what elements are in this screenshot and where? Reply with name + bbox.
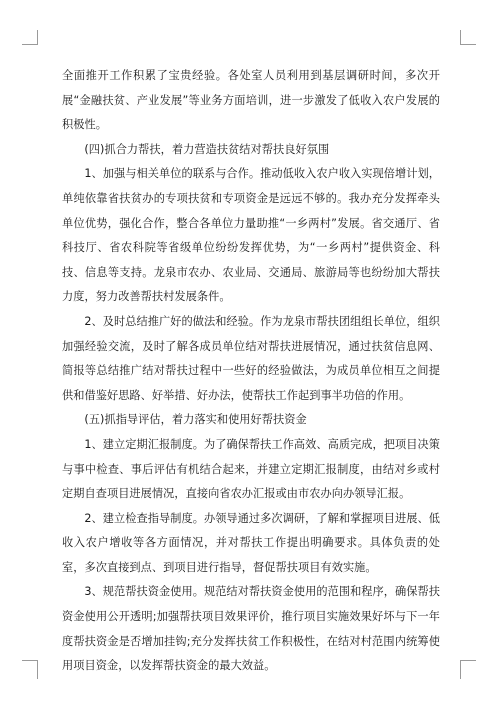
paragraph-5-3: 3、规范帮扶资金使用。规范结对帮扶资金使用的范围和程序，确保帮扶资金使用公开透明;加强帮扶项目效果评价，推行项目实施效果好坏与下一年度帮扶资金是否增加挂钩;充分发挥扶贫工作积极性，在结对村范围内统筹使用项目资金，以发挥帮扶资金的最大效益。 <box>62 585 440 673</box>
paragraph-5-2: 2、建立检查指导制度。办领导通过多次调研，了解和掌握项目进展、低收入农户增收等各方面情况，并对帮扶工作提出明确要求。具体负责的处室，多次直接到点、到项目进行指导，督促帮扶项目有效实施。 <box>62 511 440 574</box>
paragraph-4-1: 1、加强与相关单位的联系与合作。推动低收入农户收入实现倍增计划，单纯依靠省扶贫办的专项扶贫和专项资金是远远不够的。我办充分发挥牵头单位优势，强化合作，整合各单位力量助推“一乡两村”发展。省交通厅、省科技厅、省农科院等省级单位纷纷发挥优势，为“一乡两村”提供资金、科技、信息等支持。龙泉市农办、农业局、交通局、旅游局等也纷纷加大帮扶力度，努力改善帮扶村发展条件。 <box>62 167 440 304</box>
paragraph-5-1: 1、建立定期汇报制度。为了确保帮扶工作高效、高质完成，把项目决策与事中检查、事后评估有机结合起来，并建立定期汇报制度，由结对乡或村定期自查项目进展情况，直接向省农办汇报或由市农办向办领导汇报。 <box>62 437 440 501</box>
crop-mark-top-right <box>460 30 476 45</box>
document-page <box>62 64 440 679</box>
crop-mark-bottom-right <box>460 660 476 679</box>
paragraph-continued: 全面推开工作积累了宝贵经验。各处室人员利用到基层调研时间，多次开展“金融扶贫、产业发展”等业务方面培训，进一步激发了低收入农户发展的积极性。 <box>62 69 440 132</box>
section-heading-4: (四)抓合力帮扶，着力营造扶贫结对帮扶良好氛围 <box>84 142 330 156</box>
crop-mark-bottom-left <box>22 660 38 679</box>
paragraph-4-2: 2、及时总结推广好的做法和经验。作为龙泉市帮扶团组组长单位，组织加强经验交流，及时了解各成员单位结对帮扶进展情况，通过扶贫信息网、简报等总结推广结对帮扶过程中一些好的经验做法，为成员单位相互之间提供和借鉴好思路、好举措、好办法，使帮扶工作起到事半功倍的作用。 <box>62 314 440 402</box>
crop-mark-top-left <box>22 30 38 45</box>
section-heading-5: (五)抓指导评估，着力落实和使用好帮扶资金 <box>84 413 307 427</box>
